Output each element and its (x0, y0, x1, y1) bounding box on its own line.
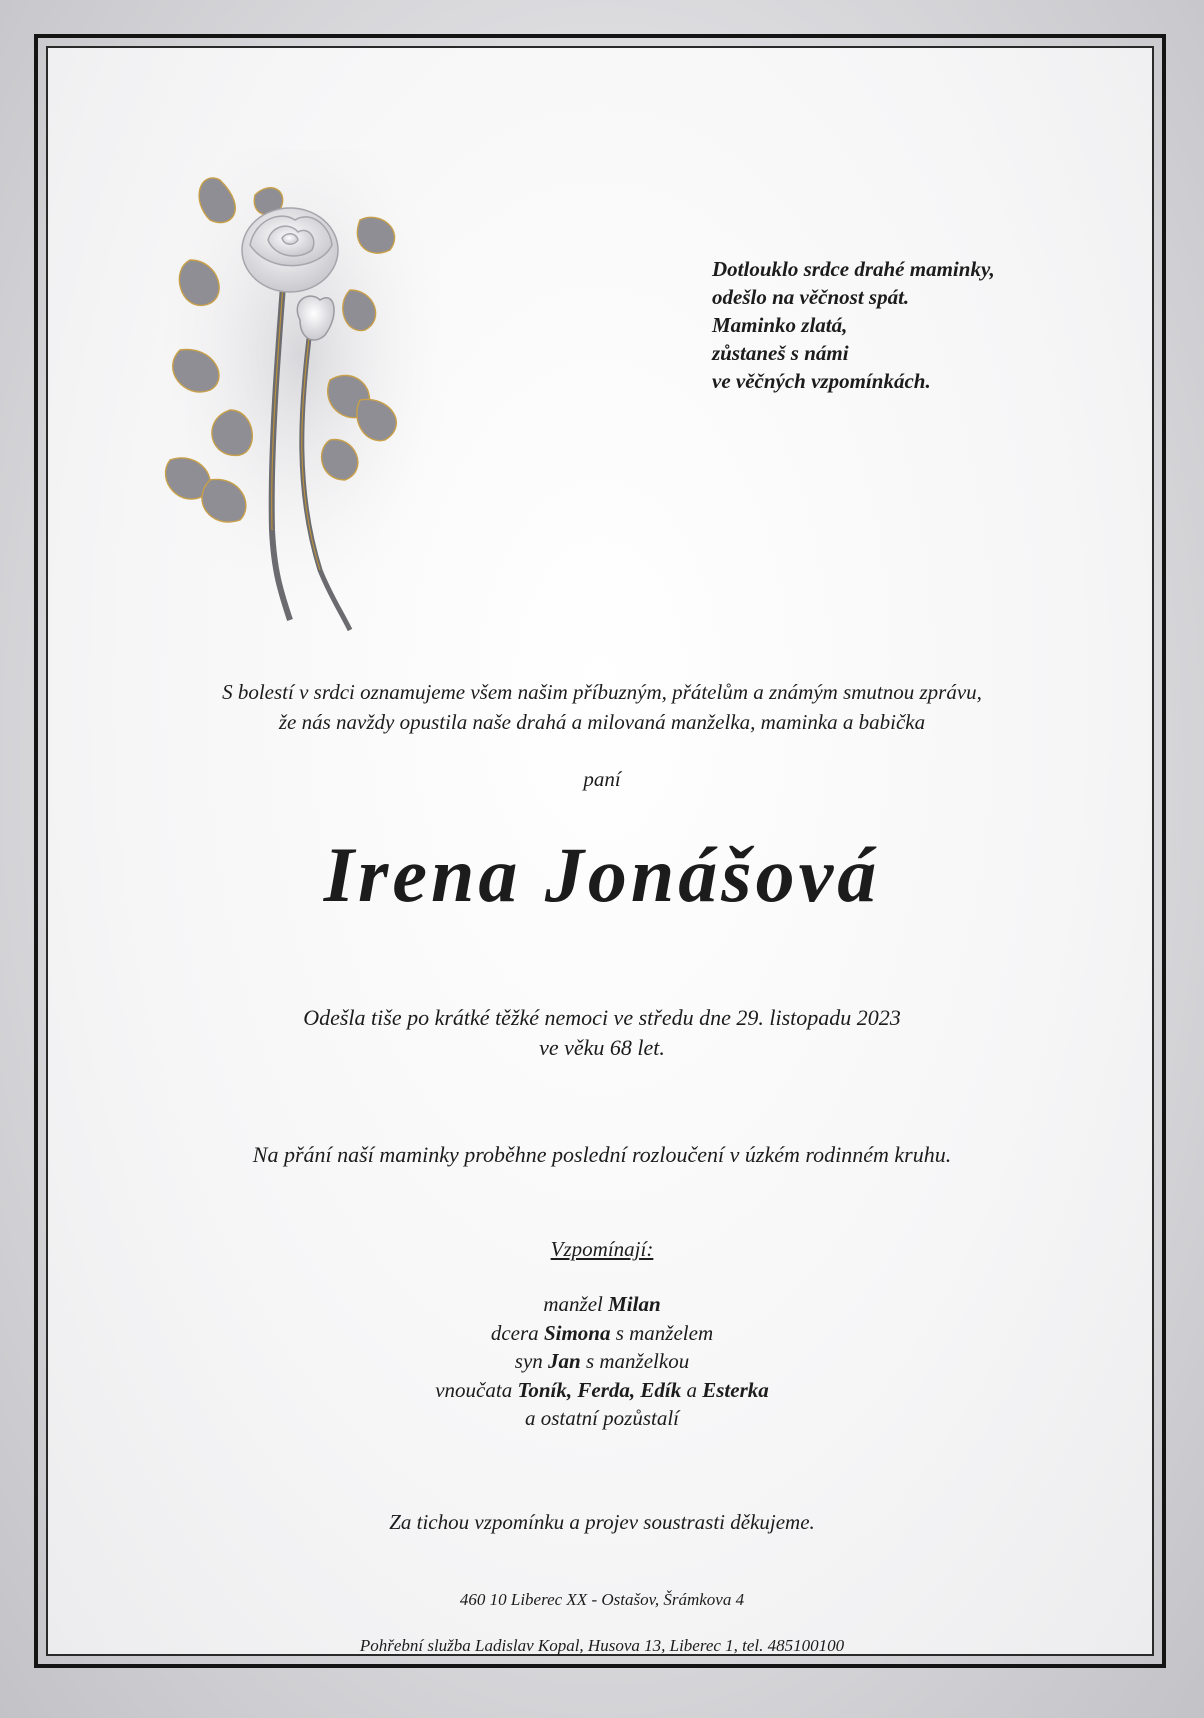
mourner-grandchildren: vnoučata Toník, Ferda, Edík a Esterka (435, 1377, 769, 1402)
announcement-line: S bolestí v srdci oznamujeme všem našim příbuzným, přátelům a známým smutnou zprávu, (222, 680, 982, 704)
verse-line: ve věčných vzpomínkách. (712, 369, 931, 393)
family-address: 460 10 Liberec XX - Ostašov, Šrámkova 4 (459, 1590, 745, 1609)
thanks-note: Za tichou vzpomínku a projev soustrasti děkujeme. (389, 1510, 815, 1534)
announcement-text (60, 677, 1144, 737)
farewell-note: Na přání naší maminky proběhne poslední rozloučení v úzkém rodinném kruhu. (252, 1142, 952, 1167)
verse-line: zůstaneš s námi (712, 341, 849, 365)
mourners-list (60, 1290, 1144, 1433)
verse-line: Dotlouklo srdce drahé maminky, (712, 257, 995, 281)
announcement-line: že nás navždy opustila naše drahá a milovaná manželka, maminka a babička (278, 710, 926, 734)
mourner-daughter: dcera Simona s manželem (490, 1320, 714, 1345)
death-info (60, 1003, 1144, 1063)
memorial-verse (712, 255, 1112, 395)
title-prefix: paní (583, 767, 621, 791)
mourner-son: syn Jan s manželkou (514, 1349, 690, 1373)
mourners-heading: Vzpomínají: (550, 1237, 654, 1261)
funeral-service-info: Pohřební služba Ladislav Kopal, Husova 13, Liberec 1, tel. 485100100 (359, 1636, 845, 1655)
verse-line: Maminko zlatá, (712, 313, 848, 337)
verse-line: odešlo na věčnost spát. (712, 285, 910, 309)
mourner-others: a ostatní pozůstalí (524, 1406, 680, 1430)
mourner-husband: manžel Milan (543, 1292, 661, 1316)
deceased-name: Irena Jonášová (323, 831, 881, 918)
death-info-line: Odešla tiše po krátké těžké nemoci ve středu dne 29. listopadu 2023 (303, 1005, 901, 1030)
death-info-line: ve věku 68 let. (539, 1035, 665, 1060)
rose-illustration (160, 150, 450, 650)
